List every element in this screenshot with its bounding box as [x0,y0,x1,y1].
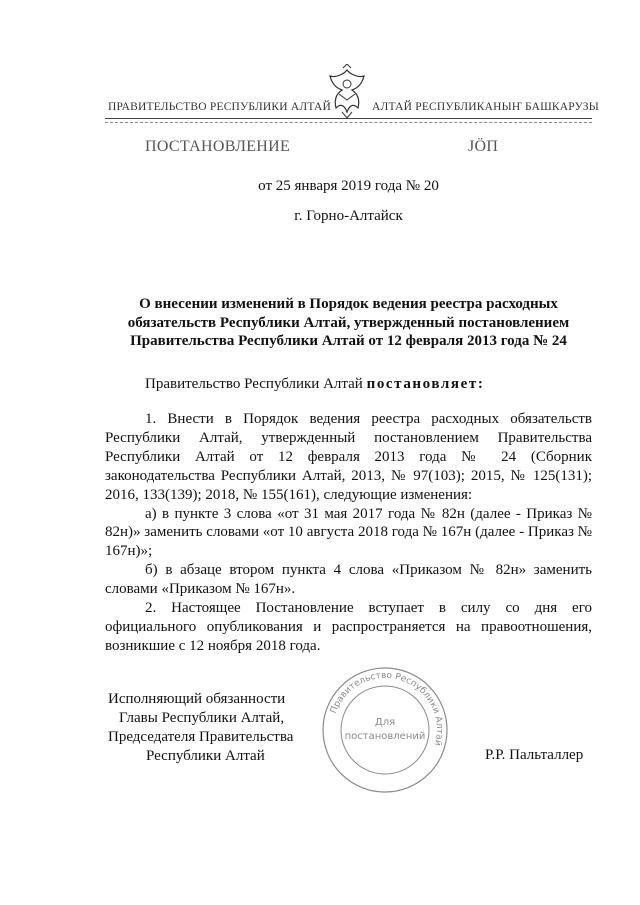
signature-line-1: Исполняющий обязанности [108,691,286,707]
paragraph-2: 2. Настоящее Постановление вступает в силу со дня его официального опубликования и распространяется на правоотношения, возникшие с 12 ноября 2018 года. [105,600,592,654]
official-stamp [320,665,450,795]
document-body [105,410,592,656]
org-name-russian: ПРАВИТЕЛЬСТВО РЕСПУБЛИКИ АЛТАЙ [108,101,332,113]
document-title: О внесении изменений в Порядок ведения реестра расходных обязательств Республики Алтай, утвержденный постановлением Правительства Республики Алтай от 12 февраля 2013 года № 24 [127,296,570,349]
signer-name: Р.Р. Пальталлер [485,747,584,763]
document-kind-altai: ЈӦП [468,138,499,155]
header-rule-dashed [105,122,592,123]
preamble-decree-word: постановляет: [366,376,485,392]
document-city: г. Горно-Алтайск [294,208,403,224]
signature-line-4: Республики Алтай [146,748,265,764]
preamble-text: Правительство Республики Алтай [145,376,367,392]
signature-position [108,690,308,766]
stamp-ring-text: Правительство Республики Алтай [328,670,445,747]
stamp-center-line-2: постановлений [344,731,426,742]
paragraph-1b: б) в абзаце втором пункта 4 слова «Приказом № 82н» заменить словами «Приказом № 167н». [105,562,592,598]
paragraph-1a: а) в пункте 3 слова «от 31 мая 2017 года № 82н (далее - Приказ № 82н)» заменить словами «от 10 августа 2018 года № 167н (далее - Приказ № 167н)»; [105,505,592,560]
signature-line-3: Председателя Правительства [108,729,294,745]
signature-line-2: Главы Республики Алтай, [119,710,285,726]
document-kind-russian: ПОСТАНОВЛЕНИЕ [145,138,291,155]
document-date: от 25 января 2019 года № 20 [258,178,439,194]
preamble [145,376,484,393]
stamp-center-line-1: Для [374,717,396,728]
org-name-altai: АЛТАЙ РЕСПУБЛИКАНЫҤ БАШКАРУЗЫ [372,101,599,113]
paragraph-1: 1. Внести в Порядок ведения реестра расходных обязательств Республики Алтай, утвержденный постановлением Правительства Республики Алтай от 12 февраля 2013 года № 24 (Сборник законодательства Республики Алтай, 2013, № 97(103); 2015, № 125(131); 2016, 133(139); 2018, № 155(161), следующие изменения: [105,411,592,503]
header-rule [105,118,592,119]
